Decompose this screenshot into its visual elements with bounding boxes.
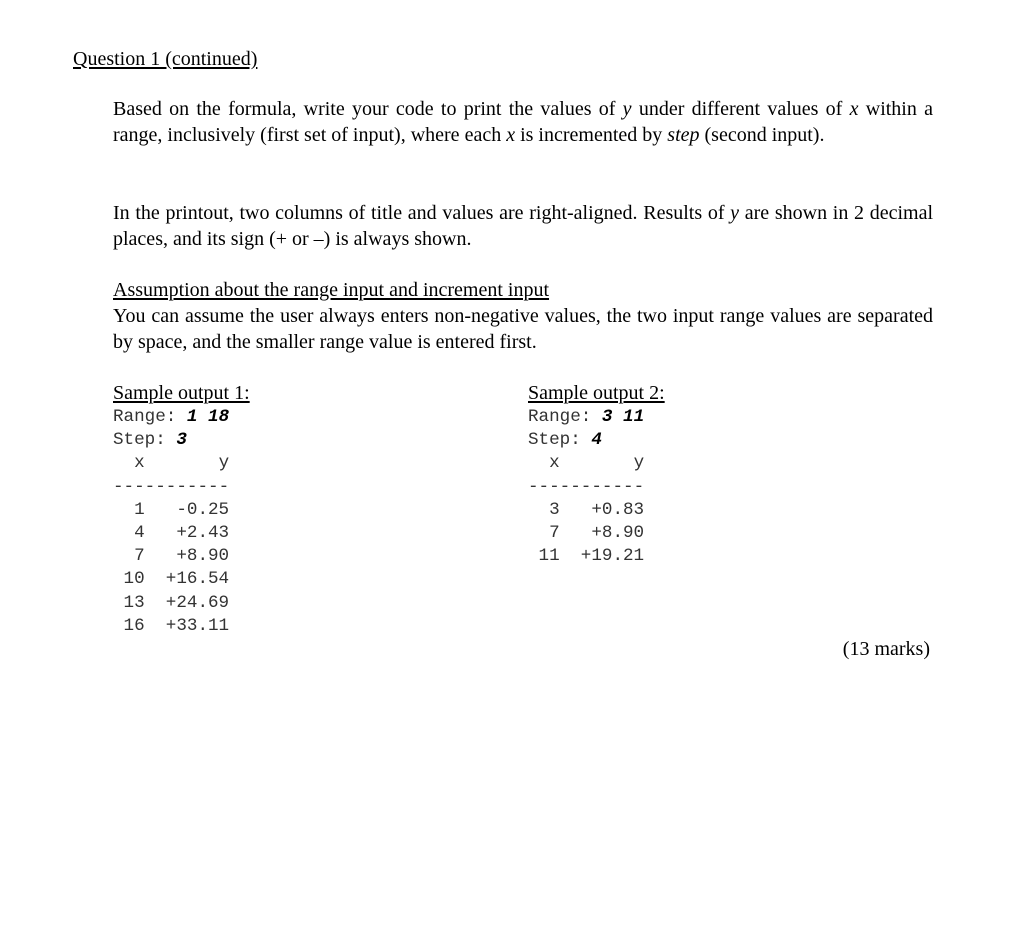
- text-run: within a range, inclusively (first set of input), where each: [113, 98, 933, 146]
- format-paragraph: [113, 200, 933, 252]
- text-run: under different values of: [631, 98, 850, 120]
- x-value: 7: [549, 523, 560, 544]
- sample-output-2: [528, 380, 665, 568]
- range-value: 3 11: [601, 407, 645, 427]
- y-value: +24.69: [165, 592, 230, 613]
- divider-line: -----------: [528, 476, 645, 497]
- column-x-header: x: [134, 453, 145, 474]
- y-value: +33.11: [165, 615, 230, 636]
- x-value: 3: [549, 499, 560, 520]
- step-value: 4: [591, 430, 602, 451]
- text-run: are shown in 2 decimal places, and its sign (+ or –) is always shown.: [113, 202, 934, 250]
- variable-y: y: [730, 202, 740, 224]
- variable-y: y: [622, 98, 632, 120]
- variable-x: x: [849, 98, 859, 120]
- column-y-header: y: [218, 453, 230, 474]
- table-row: [113, 615, 250, 638]
- variable-step: step: [667, 124, 700, 146]
- sample-title: Sample output 1:: [113, 382, 250, 404]
- instruction-paragraph: [113, 96, 933, 148]
- table-row: [528, 522, 665, 545]
- step-label: Step:: [113, 430, 177, 451]
- y-value: -0.25: [176, 499, 230, 520]
- step-line: [528, 429, 665, 452]
- table-row: [113, 592, 250, 615]
- x-value: 10: [123, 569, 145, 590]
- table-row: [528, 545, 665, 568]
- text-run: is incremented by: [515, 124, 668, 146]
- range-line: [528, 406, 665, 429]
- range-label: Range:: [113, 407, 187, 427]
- sample-title: Sample output 2:: [528, 382, 665, 404]
- column-headers: [528, 452, 665, 475]
- assumption-heading: Assumption about the range input and increment input: [113, 279, 550, 301]
- question-heading: Question 1 (continued): [73, 48, 258, 70]
- x-value: 7: [134, 546, 145, 567]
- step-value: 3: [176, 430, 187, 451]
- text-run: In the printout, two columns of title and values are right-aligned. Results of: [113, 202, 731, 224]
- column-x-header: x: [549, 453, 560, 474]
- x-value: 1: [134, 499, 145, 520]
- y-value: +19.21: [580, 546, 645, 567]
- text-run: Based on the formula, write your code to print the values of: [113, 98, 623, 120]
- y-value: +8.90: [176, 546, 230, 567]
- step-line: [113, 429, 250, 452]
- divider-line: -----------: [113, 476, 230, 497]
- x-value: 11: [538, 546, 560, 567]
- assumption-paragraph: You can assume the user always enters non-negative values, the two input range values are separated by space, and the smaller range value is entered first.: [113, 305, 933, 353]
- y-value: +16.54: [165, 569, 230, 590]
- variable-x: x: [506, 124, 516, 146]
- range-value: 1 18: [186, 407, 230, 427]
- x-value: 16: [123, 615, 145, 636]
- y-value: +8.90: [591, 523, 645, 544]
- x-value: 4: [134, 523, 145, 544]
- table-row: [113, 499, 250, 522]
- x-value: 13: [123, 592, 145, 613]
- text-run: (second input).: [699, 124, 825, 146]
- range-label: Range:: [528, 407, 602, 427]
- marks-label: (13 marks): [842, 638, 930, 660]
- table-row: [528, 499, 665, 522]
- column-headers: [113, 452, 250, 475]
- table-row: [113, 568, 250, 591]
- table-row: [113, 545, 250, 568]
- sample-output-1: [113, 380, 250, 638]
- range-line: [113, 406, 250, 429]
- y-value: +0.83: [591, 499, 645, 520]
- step-label: Step:: [528, 430, 592, 451]
- column-y-header: y: [633, 453, 645, 474]
- y-value: +2.43: [176, 523, 230, 544]
- table-row: [113, 522, 250, 545]
